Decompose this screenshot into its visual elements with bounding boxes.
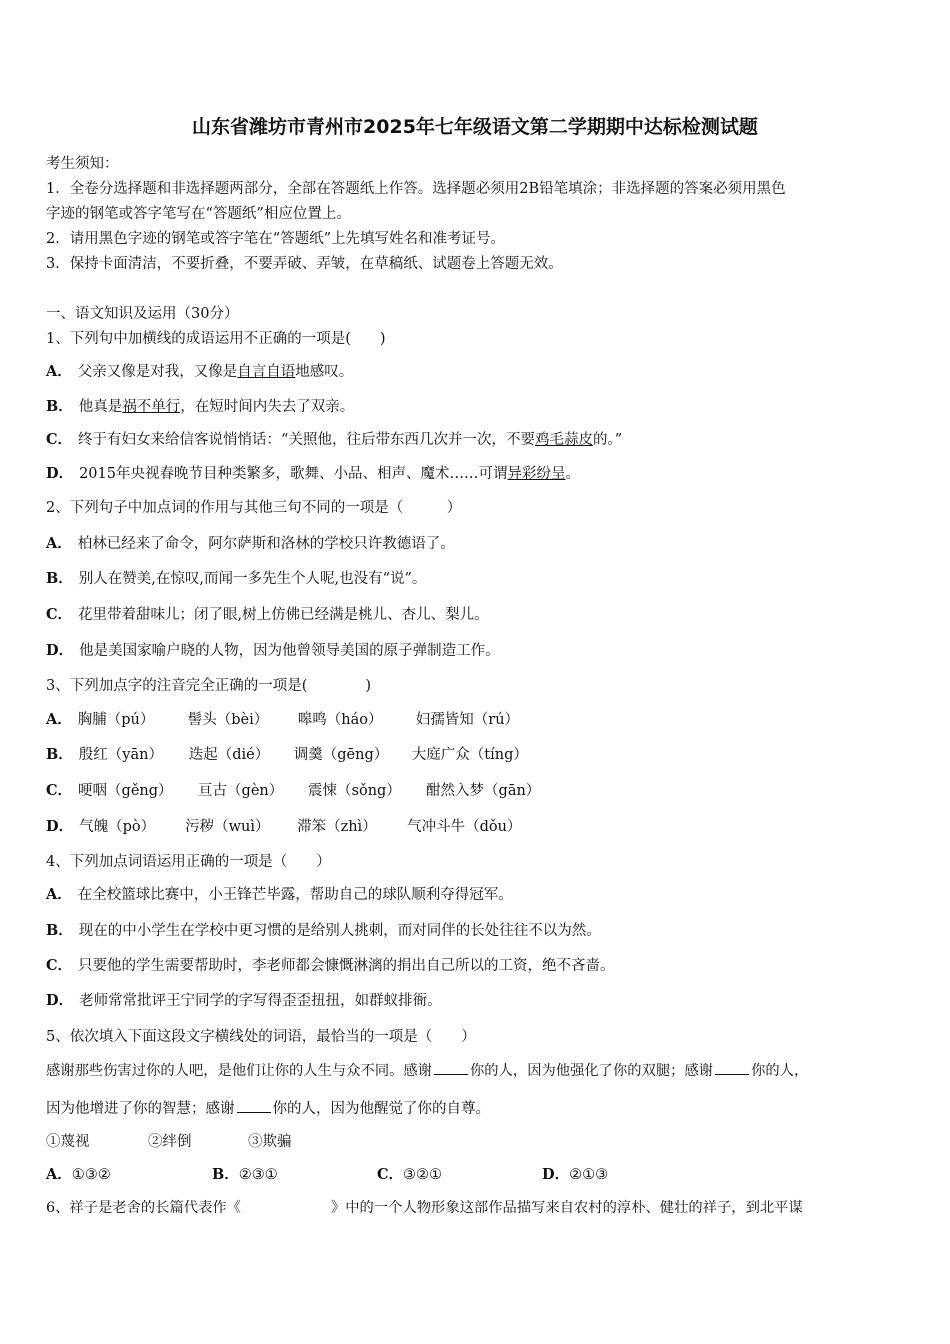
option-label: C． [46, 431, 73, 448]
notice-item: 3．保持卡面清洁，不要折叠，不要弄破、弄皱，在草稿纸、试题卷上答题无效。 [46, 256, 563, 272]
option-label: A． [46, 1166, 72, 1183]
question-stem: 3、下列加点字的注音完全正确的一项是( ) [46, 678, 372, 694]
option-text: ②①③ [569, 1167, 609, 1183]
option-b [46, 395, 354, 416]
option-text: 在全校篮球比赛中，小王锋芒毕露，帮助自己的球队顺利夺得冠军。 [77, 887, 513, 903]
word-item: ②绊倒 [148, 1134, 192, 1150]
pinyin-item: 滞笨（zhì） [297, 819, 377, 835]
option-b [46, 919, 601, 940]
option-text: ③②① [403, 1167, 443, 1183]
option-text: 的。” [592, 432, 623, 448]
passage-line [46, 1060, 808, 1080]
passage-text: 你的人， [751, 1063, 809, 1079]
option-c [46, 954, 615, 975]
option-text: 他是美国家喻户晓的人物，因为他曾领导美国的原子弹制造工作。 [79, 643, 500, 659]
option-a [46, 1163, 212, 1184]
pinyin-item: 气魄（pò） [79, 819, 156, 835]
option-text: 。 [565, 466, 580, 482]
pinyin-item: 调羹（gēng） [293, 747, 389, 763]
option-d [542, 1163, 608, 1184]
question-stem: 5、依次填入下面这段文字横线处的词语，最恰当的一项是（ ） [46, 1029, 476, 1045]
option-a [46, 532, 455, 553]
option-label: B． [212, 1166, 239, 1183]
option-text: 终于有妇女来给信客说悄悄话：“关照他，往后带东西几次并一次，不要 [78, 432, 535, 448]
passage-line [46, 1097, 490, 1118]
option-c [46, 428, 622, 449]
underlined-idiom: 异彩纷呈 [507, 466, 566, 482]
option-text: 他真是 [78, 399, 123, 415]
notice-item: 字迹的钢笔或答字笔写在“答题纸”相应位置上。 [46, 206, 351, 222]
word-list [46, 1130, 292, 1151]
option-text: 2015年央视春晚节目种类繁多，歌舞、小品、相声、魔术……可谓 [79, 466, 508, 482]
option-label: A． [46, 711, 72, 728]
option-label: C． [377, 1166, 404, 1183]
option-b [212, 1163, 377, 1184]
pinyin-item: 污秽（wuì） [185, 819, 270, 835]
pinyin-item: 胸脯（pú） [77, 712, 155, 728]
option-label: A． [46, 363, 72, 380]
option-text: 地感叹。 [295, 364, 354, 380]
option-b [46, 743, 528, 764]
question-stem: 4、下列加点词语运用正确的一项是（ ） [46, 854, 331, 870]
question-text: 6、祥子是老舍的长篇代表作《 [46, 1200, 241, 1216]
pinyin-item: 哽咽（gěng） [78, 783, 173, 799]
option-text: ①③② [71, 1167, 111, 1183]
question-stem [46, 1197, 803, 1217]
option-label: D． [542, 1166, 570, 1183]
option-label: D． [46, 642, 74, 659]
section-heading: 一、语文知识及运用（30分） [46, 306, 239, 322]
pinyin-item: 酣然入梦（gān） [426, 783, 541, 799]
option-label: B． [46, 398, 73, 415]
option-label: A． [46, 886, 72, 903]
option-label: B． [46, 570, 73, 587]
option-text: 父亲又像是对我，又像是 [77, 364, 238, 380]
option-text: 现在的中小学生在学校中更习惯的是给别人挑刺，而对同伴的长处往往不以为然。 [78, 923, 601, 939]
notice-item: 2．请用黑色字迹的钢笔或答字笔在“答题纸”上先填写姓名和准考证号。 [46, 231, 506, 247]
option-text: 只要他的学生需要帮助时，李老师都会慷慨淋漓的捐出自己所以的工资，绝不吝啬。 [78, 958, 615, 974]
word-item: ①蔑视 [46, 1134, 90, 1150]
answer-options [46, 1163, 608, 1184]
passage-text: 你的人，因为他强化了你的双腿；感谢 [470, 1063, 714, 1079]
question-stem: 2、下列句子中加点词的作用与其他三句不同的一项是（ ） [46, 500, 462, 516]
option-text: 花里带着甜味儿；闭了眼,树上仿佛已经满是桃儿、杏儿、梨儿。 [78, 607, 489, 623]
option-text: 别人在赞美,在惊叹,而闻一多先生个人呢,也没有“说”。 [78, 571, 427, 587]
word-item: ③欺骗 [248, 1134, 292, 1150]
passage-text: 你的人，因为他醒觉了你的自尊。 [272, 1101, 490, 1117]
option-d [46, 989, 442, 1010]
pinyin-item: 髻头（bèi） [187, 712, 269, 728]
fill-blank [715, 1062, 749, 1075]
option-text: 柏林已经来了命令，阿尔萨斯和洛林的学校只许教德语了。 [77, 536, 455, 552]
option-b [46, 567, 426, 588]
option-text: 老师常常批评王宁同学的字写得歪歪扭扭，如群蚁排衙。 [79, 993, 442, 1009]
pinyin-item: 气冲斗牛（dǒu） [407, 819, 522, 835]
page-title: 山东省潍坊市青州市2025年七年级语文第二学期期中达标检测试题 [192, 116, 758, 138]
passage-text: 感谢那些伤害过你的人吧，是他们让你的人生与众不同。感谢 [46, 1063, 433, 1079]
option-label: C． [46, 957, 73, 974]
underlined-idiom: 自言自语 [237, 364, 296, 380]
pinyin-item: 迭起（dié） [188, 747, 270, 763]
question-text: 》中的一个人物形象这部作品描写来自农村的淳朴、健壮的祥子，到北平谋 [330, 1200, 803, 1216]
notice-item: 1．全卷分选择题和非选择题两部分，全部在答题纸上作答。选择题必须用2B铅笔填涂；非选择题的答案必须用黑色 [46, 181, 786, 197]
option-label: C． [46, 606, 73, 623]
underlined-idiom: 祸不单行 [122, 399, 181, 415]
option-c [46, 603, 489, 624]
option-a [46, 883, 513, 904]
option-text: ②③① [238, 1167, 278, 1183]
option-c [377, 1163, 542, 1184]
option-d [46, 462, 580, 483]
option-label: D． [46, 818, 74, 835]
option-label: B． [46, 746, 73, 763]
notice-heading: 考生须知： [46, 156, 119, 172]
pinyin-item: 妇孺皆知（rú） [415, 712, 520, 728]
option-a [46, 360, 353, 381]
passage-text: 因为他增进了你的智慧；感谢 [46, 1101, 235, 1117]
option-label: D． [46, 465, 74, 482]
option-text: ，在短时间内失去了双亲。 [180, 399, 355, 415]
option-d [46, 639, 500, 660]
option-a [46, 708, 519, 729]
underlined-idiom: 鸡毛蒜皮 [534, 432, 593, 448]
pinyin-item: 嗥鸣（háo） [297, 712, 383, 728]
option-c [46, 779, 540, 800]
fill-blank [434, 1062, 468, 1075]
option-label: C． [46, 782, 73, 799]
option-d [46, 815, 521, 836]
question-stem: 1、下列句中加横线的成语运用不正确的一项是( ) [46, 331, 386, 347]
option-label: B． [46, 922, 73, 939]
fill-blank [237, 1100, 271, 1113]
pinyin-item: 亘古（gèn） [198, 783, 284, 799]
pinyin-item: 震悚（sǒng） [308, 783, 401, 799]
option-label: D． [46, 992, 74, 1009]
option-label: A． [46, 535, 72, 552]
pinyin-item: 大庭广众（tíng） [411, 747, 528, 763]
pinyin-item: 殷红（yān） [78, 747, 163, 763]
